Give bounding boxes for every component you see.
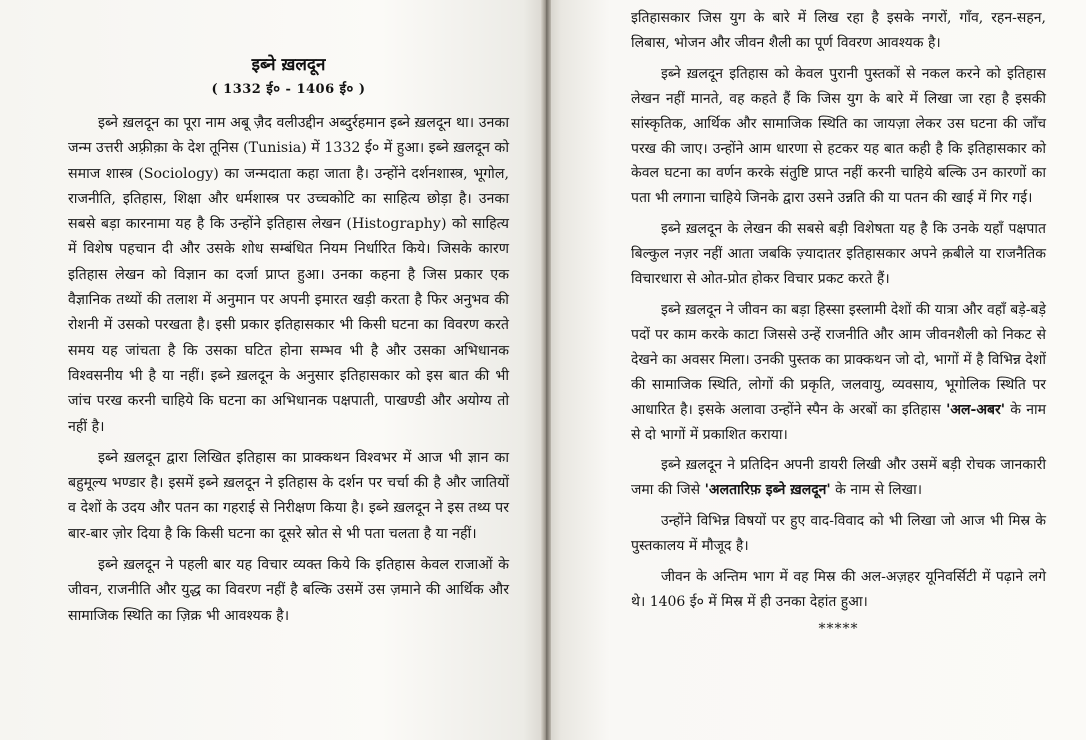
book-title-al-abar: 'अल-अबर' — [946, 401, 1006, 418]
right-paragraph-1: इतिहासकार जिस युग के बारे में लिख रहा है इसके नगरों, गाँव, रहन-सहन, लिबास, भोजन और जीवन शैली का पूर्ण विवरण आवश्यक है। — [631, 10, 1046, 51]
left-paragraph-3: इब्ने ख़लदून ने पहली बार यह विचार व्यक्त किये कि इतिहास केवल राजाओं के जीवन, राजनीति और युद्ध का विवरण नहीं है बल्कि उसमें उस ज़माने की आर्थिक और सामाजिक स्थिति का ज़िक्र भी आवश्यक है। — [68, 557, 509, 624]
right-paragraph-4 — [631, 298, 1046, 447]
right-paragraph-5 — [631, 453, 1046, 503]
chapter-title: इब्ने ख़लदून — [251, 55, 326, 75]
paragraph-5-text-end: के नाम से लिखा। — [830, 482, 923, 499]
book-title-altarif: 'अलतारिफ़ इब्ने ख़लदून' — [704, 482, 831, 499]
right-paragraph-3: इब्ने ख़लदून के लेखन की सबसे बड़ी विशेषता यह है कि उनके यहाँ पक्षपात बिल्कुल नज़र नहीं आता जबकि ज़्यादातर इतिहासकार अपने क़बीले या राजनैतिक विचारधारा से ओत-प्रोत होकर विचार प्रकट करते हैं। — [631, 221, 1046, 288]
paragraph-4-text: इब्ने ख़लदून ने जीवन का बड़ा हिस्सा इस्लामी देशों की यात्रा और वहाँ बड़े-बड़े पदों पर काम करके काटा जिससे उन्हें राजनीति और आम जीवनशैली को निकट से देखने का अवसर मिला। उनकी पुस्तक का प्राक्कथन जो दो, भागों में है विभिन्न देशों की सामाजिक स्थिति, लोगों की प्रकृति, जलवायु, व्यवसाय, भूगोलिक स्थिति पर आधारित है। इसके अलावा उन्होंने स्पैन के अरबों का इतिहास — [631, 301, 1046, 418]
paragraph-4-text-end: के नाम से दो भागों में प्रकाशित कराया। — [631, 401, 1047, 443]
end-mark: ***** — [818, 620, 859, 637]
left-paragraph-2: इब्ने ख़लदून द्वारा लिखित इतिहास का प्राक्कथन विश्वभर में आज भी ज्ञान का बहुमूल्य भण्डार है। इसमें इब्ने ख़लदून ने इतिहास के दर्शन पर चर्चा की है और जातियों व देशों के उदय और पतन का गहराई से निरीक्षण किया है। इब्ने ख़लदून ने इस तथ्य पर बार-बार ज़ोर दिया है कि किसी घटना का दूसरे स्रोत से भी पता चलता है या नहीं। — [68, 449, 509, 542]
book-gutter — [541, 0, 551, 740]
chapter-dates: ( 1332 ई० - 1406 ई० ) — [211, 82, 366, 97]
right-paragraph-7: जीवन के अन्तिम भाग में वह मिस्र की अल-अज़हर यूनिवर्सिटी में पढ़ाने लगे थे। 1406 ई० में मिस्र में ही उनका देहांत हुआ। — [631, 569, 1046, 610]
right-paragraph-6: उन्होंने विभिन्न विषयों पर हुए वाद-विवाद को भी लिखा जो आज भी मिस्र के पुस्तकालय में मौजूद है। — [631, 513, 1046, 555]
paragraph-5-text: इब्ने ख़लदून ने प्रतिदिन अपनी डायरी लिखी और उसमें बड़ी रोचक जानकारी जमा की जिसे — [631, 457, 1046, 499]
right-page — [545, 0, 1086, 740]
left-paragraph-1: इब्ने ख़लदून का पूरा नाम अबू ज़ैद वलीउद्दीन अब्दुर्रहमान इब्ने ख़लदून था। उनका जन्म उत्तरी अफ़्रीक़ा के देश तूनिस (Tunisia) में 1332 ई० में हुआ। इब्ने ख़लदून को समाज शास्त्र (Sociology) का जन्मदाता कहा जाता है। उन्होंने दर्शनशास्त्र, भूगोल, राजनीति, इतिहास, शिक्षा और धर्मशास्त्र पर उच्चकोटि का साहित्य छोड़ा है। उनका सबसे बड़ा कारनामा यह है कि उन्होंने इतिहास लेखन (Histography) को साहित्य में विशेष पहचान दी और उसके शोध सम्बंधित नियम निर्धारित किये। जिसके कारण इतिहास लेखन को विज्ञान का दर्जा प्राप्त हुआ। उनका कहना है जिस प्रकार एक वैज्ञानिक तथ्यों की तलाश में अनुमान पर अपनी इमारत खड़ी करता है फिर अनुभव की रोशनी में उसको परखता है। इसी प्रकार इतिहासकार भी किसी घटना का विवरण करते समय यह जांचता है कि उसका घटित होना सम्भव भी है और उसका अभिधानक विश्वसनीय भी है या नहीं। इब्ने ख़लदून के अनुसार इतिहासकार को इस बात की भी जांच परख करनी चाहिये कि घटना का अभिधानक पक्षपाती, पाखण्डी और अयोग्य तो नहीं है। — [68, 115, 509, 435]
right-paragraph-2: इब्ने ख़लदून इतिहास को केवल पुरानी पुस्तकों से नकल करने को इतिहास लेखन नहीं मानते, वह कहते हैं कि जिस युग के बारे में लिखा जा रहा है इसकी सांस्कृतिक, आर्थिक और सामाजिक स्थिति का जायज़ा लेकर उस घटना की जाँच परख की जाए। उन्होंने आम धारणा से हटकर यह बात कही है कि इतिहासकार को केवल घटना का वर्णन करके संतुष्टि प्राप्त नहीं करनी चाहिये बल्कि उन कारणों का पता भी लगाना चाहिये जिनके द्वारा उसने उन्नति की या पतन की खाई में गिर गई। — [631, 65, 1046, 207]
